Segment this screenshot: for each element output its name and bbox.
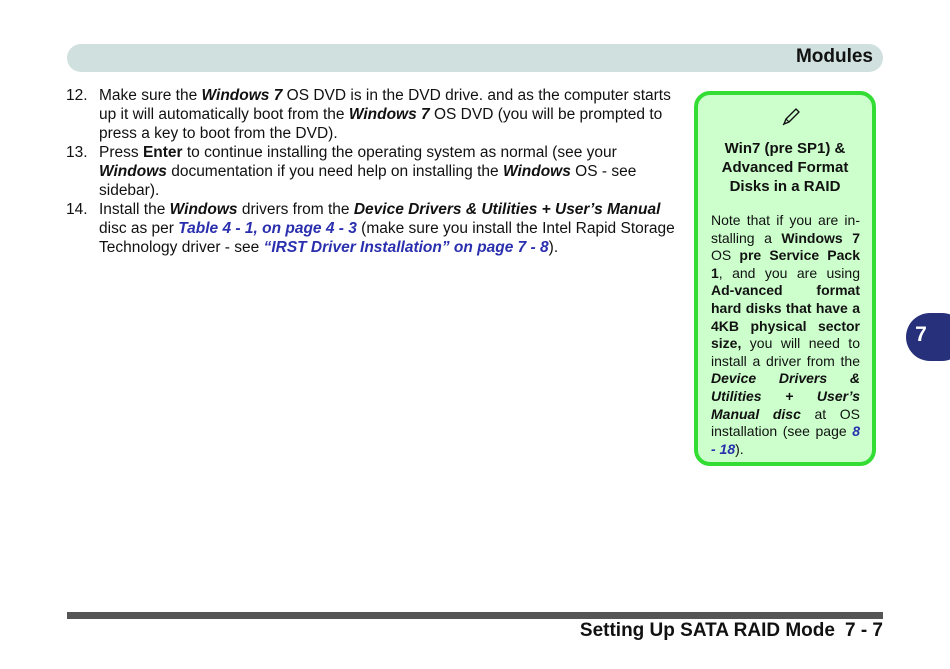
- step-text: Windows: [502, 163, 571, 180]
- step-text: (make sure you install the Intel Rapid Storage Technology driver - see: [99, 220, 675, 256]
- step-text: ).: [548, 239, 559, 256]
- step-text: OS DVD (you will be prompted to press a key to boot from the DVD).: [99, 106, 663, 142]
- sidebar-text: pre Service Pack 1: [711, 247, 860, 281]
- chapter-tab: [906, 313, 950, 361]
- step-text: Windows: [99, 163, 167, 180]
- step-text: Make sure the: [99, 87, 202, 104]
- step-number: 14.: [66, 201, 88, 218]
- step-text: drivers from the: [237, 201, 354, 218]
- step-number: 13.: [66, 144, 88, 161]
- step-text: Enter: [142, 144, 183, 161]
- pen-icon: [781, 107, 801, 127]
- step-text: to continue installing the operating system as normal (see your: [182, 144, 617, 161]
- list-item: [66, 143, 680, 200]
- section-title: Modules: [795, 46, 873, 67]
- sidebar-note: [694, 91, 876, 466]
- step-number: 12.: [66, 87, 88, 104]
- step-text: documentation if you need help on installing the: [166, 163, 503, 180]
- step-text: Device Drivers & Utilities + User’s Manual: [353, 201, 661, 218]
- header-bar: [67, 44, 883, 72]
- list-item: [66, 86, 680, 143]
- list-item: [66, 200, 680, 257]
- sidebar-text: Windows 7: [781, 229, 860, 246]
- sidebar-text: at OS installation (see page: [711, 405, 860, 440]
- step-text: Windows 7: [201, 87, 283, 104]
- instruction-list: [66, 86, 680, 257]
- sidebar-text: , and you are using: [718, 264, 860, 281]
- step-text: Install the: [99, 201, 170, 218]
- sidebar-body: [711, 212, 860, 458]
- footer: [580, 620, 883, 642]
- cross-reference-link[interactable]: 8 - 18: [711, 423, 860, 457]
- step-text: OS - see sidebar).: [99, 163, 637, 199]
- footer-title: Setting Up SATA RAID Mode: [579, 620, 835, 641]
- step-text: Windows: [169, 201, 238, 218]
- footer-rule: [67, 612, 883, 619]
- step-text: disc as per: [99, 220, 179, 237]
- sidebar-text: OS: [711, 247, 740, 264]
- sidebar-text: ).: [735, 440, 744, 457]
- sidebar-text: Ad-vanced format hard disks that have a 4KB physical sector size,: [711, 282, 860, 352]
- sidebar-title: Win7 (pre SP1) & Advanced Format Disks in a RAID: [721, 140, 849, 195]
- sidebar-text: Device Drivers & Utilities + User’s Manual disc: [711, 370, 860, 422]
- step-text: Windows 7: [348, 106, 430, 123]
- step-text: Press: [99, 144, 143, 161]
- cross-reference-link[interactable]: Table 4 - 1, on page 4 - 3: [178, 220, 357, 237]
- step-text: OS DVD is in the DVD drive. and as the computer starts up it will automatically boot from the: [99, 87, 671, 123]
- cross-reference-link[interactable]: “IRST Driver Installation” on page 7 - 8: [263, 239, 549, 256]
- page-number: 7 - 7: [844, 620, 883, 641]
- sidebar-text: you will need to install a driver from the: [711, 335, 860, 369]
- sidebar-text: Note that if you are in-stalling a: [711, 212, 860, 246]
- chapter-number: 7: [915, 323, 927, 346]
